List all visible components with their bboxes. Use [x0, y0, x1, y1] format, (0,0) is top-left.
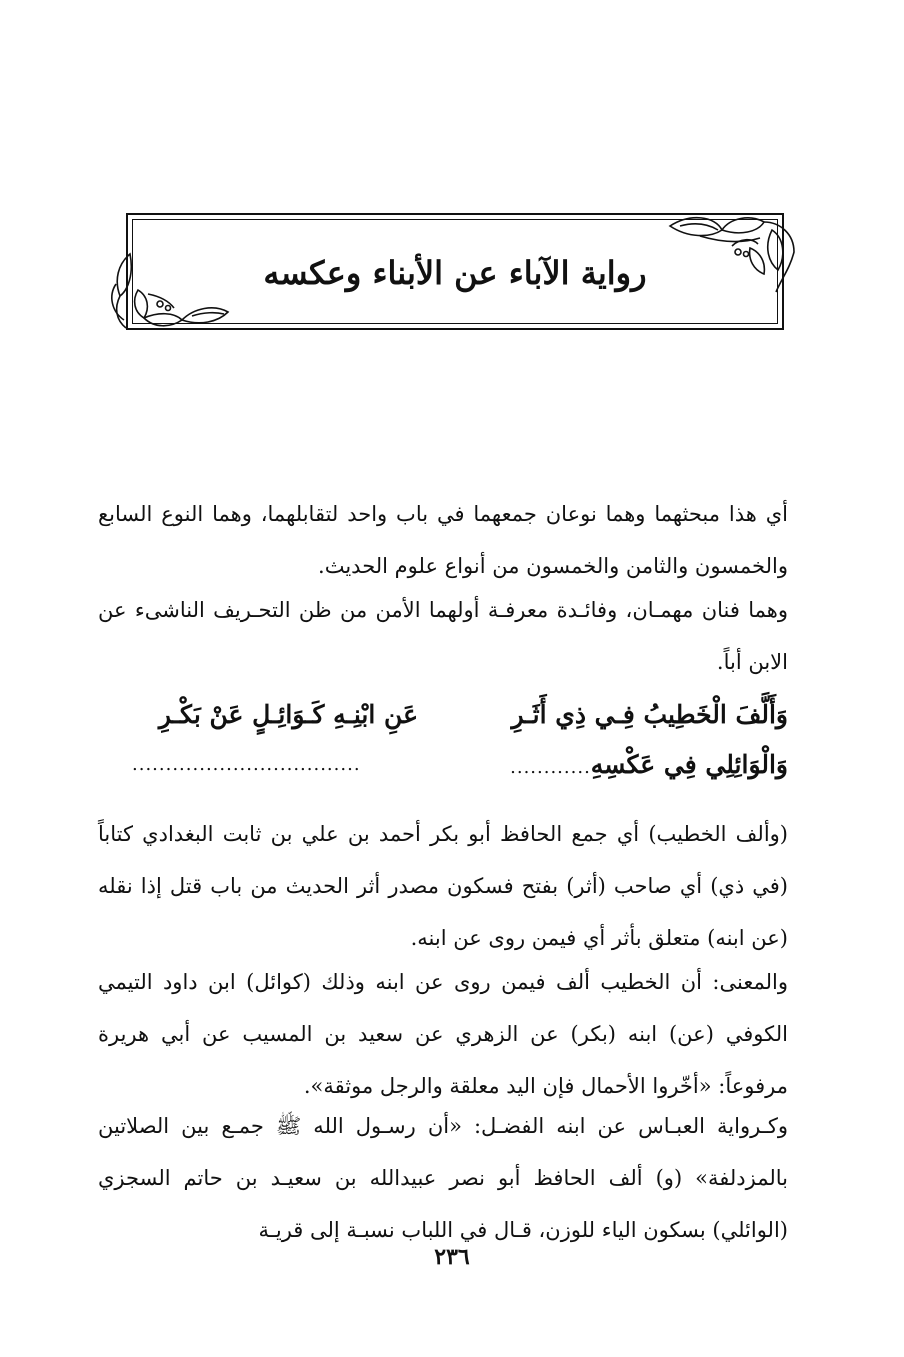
verse-line-1: [98, 690, 788, 740]
verse-line-2: [98, 740, 788, 790]
paragraph-commentary-3: وكـرواية العبـاس عن ابنه الفضـل: «أن رسـول الله ﷺ جمـع بين الصلاتين بالمزدلفة» (و) ألف الحافظ أبو نصر عبيدالله بن سعيـد بن حاتم السجزي (الوائلي) بسكون الياء للوزن، قـال في اللباب نسبـة إلى قريـة: [98, 1114, 788, 1242]
verse-line-1-second-hemistich: عَنِ ابْنِـهِ كَـوَائِـلٍ عَنْ بَكْـرِ: [158, 700, 418, 729]
paragraph-commentary-1: (وألف الخطيب) أي جمع الحافظ أبو بكر أحمد بن علي بن ثابت البغدادي كتاباً (في ذي) أي صاحب (أثر) بفتح فسكون مصدر أثر الحديث من باب قتل إذا نقله (عن ابنه) متعلق بأثر أي فيمن روى عن ابنه.: [98, 822, 788, 950]
verse-line-2-text: وَالْوَائِلِي فِي عَكْسِهِ: [590, 750, 788, 779]
verse-line-2-dots-right: ............: [510, 757, 591, 778]
page-number: ٢٣٦: [434, 1244, 470, 1270]
verse-line-1-first-hemistich: وَأَلَّفَ الْخَطِيبُ فِـي ذِي أَثَـرِ: [511, 700, 788, 729]
verse-line-2-dots-left: ..................................: [132, 754, 361, 775]
verse-line-2-first-hemistich: [468, 740, 788, 793]
paragraph-intro: أي هذا مبحثهما وهما نوعان جمعهما في باب واحد لتقابلهما، وهما النوع السابع والخمسون والثامن والخمسون من أنواع علوم الحديث.: [98, 502, 788, 578]
paragraph-benefit: وهما فنان مهمـان، وفائـدة معرفـة أولهما الأمن من ظن التحـريف الناشىء عن الابن أباً.: [98, 598, 788, 674]
chapter-title: رواية الآباء عن الأبناء وعكسه: [263, 254, 647, 292]
paragraph-commentary-2: والمعنى: أن الخطيب ألف فيمن روى عن ابنه وذلك (كوائل) ابن داود التيمي الكوفي (عن) ابنه (بكر) عن الزهري عن سعيد بن المسيب عن أبي هريرة مرفوعاً: «أخّروا الأحمال فإن اليد معلقة والرجل موثقة».: [98, 970, 788, 1098]
